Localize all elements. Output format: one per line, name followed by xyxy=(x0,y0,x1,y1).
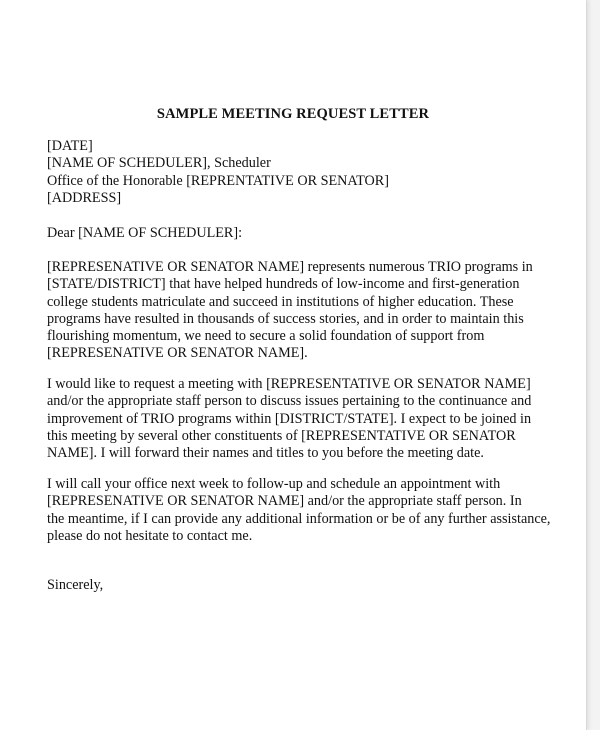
closing xyxy=(47,577,567,594)
paragraph-line: I would like to request a meeting with [REPRESENTATIVE OR SENATOR NAME] xyxy=(47,376,531,392)
document-title: SAMPLE MEETING REQUEST LETTER xyxy=(156,106,430,122)
paragraph-line: the meantime, if I can provide any additional information or be of any further assistance, xyxy=(47,510,551,527)
address-line-date: [DATE] xyxy=(47,138,93,154)
paragraph-line: flourishing momentum, we need to secure a solid foundation of support from xyxy=(47,328,485,345)
paragraph-line: improvement of TRIO programs within [DISTRICT/STATE]. I expect to be joined in xyxy=(47,410,532,427)
paragraph-line: [REPRESENATIVE OR SENATOR NAME]. xyxy=(47,345,308,362)
salutation-line: Dear [NAME OF SCHEDULER]: xyxy=(47,225,243,241)
address-line-scheduler: [NAME OF SCHEDULER], Scheduler xyxy=(47,155,271,172)
paragraph-3 xyxy=(47,476,567,545)
paragraph-1 xyxy=(47,259,567,363)
paragraph-line: [REPRESENATIVE OR SENATOR NAME] represents numerous TRIO programs in xyxy=(47,259,533,275)
paragraph-2 xyxy=(47,376,567,462)
paragraph-line: I will call your office next week to follow-up and schedule an appointment with xyxy=(47,476,501,492)
paragraph-line: NAME]. I will forward their names and titles to you before the meeting date. xyxy=(47,445,484,462)
address-block xyxy=(47,138,567,207)
address-line-office: Office of the Honorable [REPRENTATIVE OR SENATOR] xyxy=(47,172,389,189)
paragraph-line: please do not hesitate to contact me. xyxy=(47,527,253,544)
paragraph-line: college students matriculate and succeed in institutions of higher education. These xyxy=(47,293,514,310)
paragraph-line: and/or the appropriate staff person to discuss issues pertaining to the continuance and xyxy=(47,393,532,410)
paragraph-line: programs have resulted in thousands of success stories, and in order to maintain this xyxy=(47,310,524,327)
address-line-address: [ADDRESS] xyxy=(47,189,122,206)
paragraph-line: [STATE/DISTRICT] that have helped hundreds of low-income and first-generation xyxy=(47,276,520,293)
paragraph-line: [REPRESENATIVE OR SENATOR NAME] and/or the appropriate staff person. In xyxy=(47,493,522,510)
paragraph-line: this meeting by several other constituents of [REPRESENTATIVE OR SENATOR xyxy=(47,427,516,444)
salutation xyxy=(47,225,567,242)
closing-line: Sincerely, xyxy=(47,577,104,593)
